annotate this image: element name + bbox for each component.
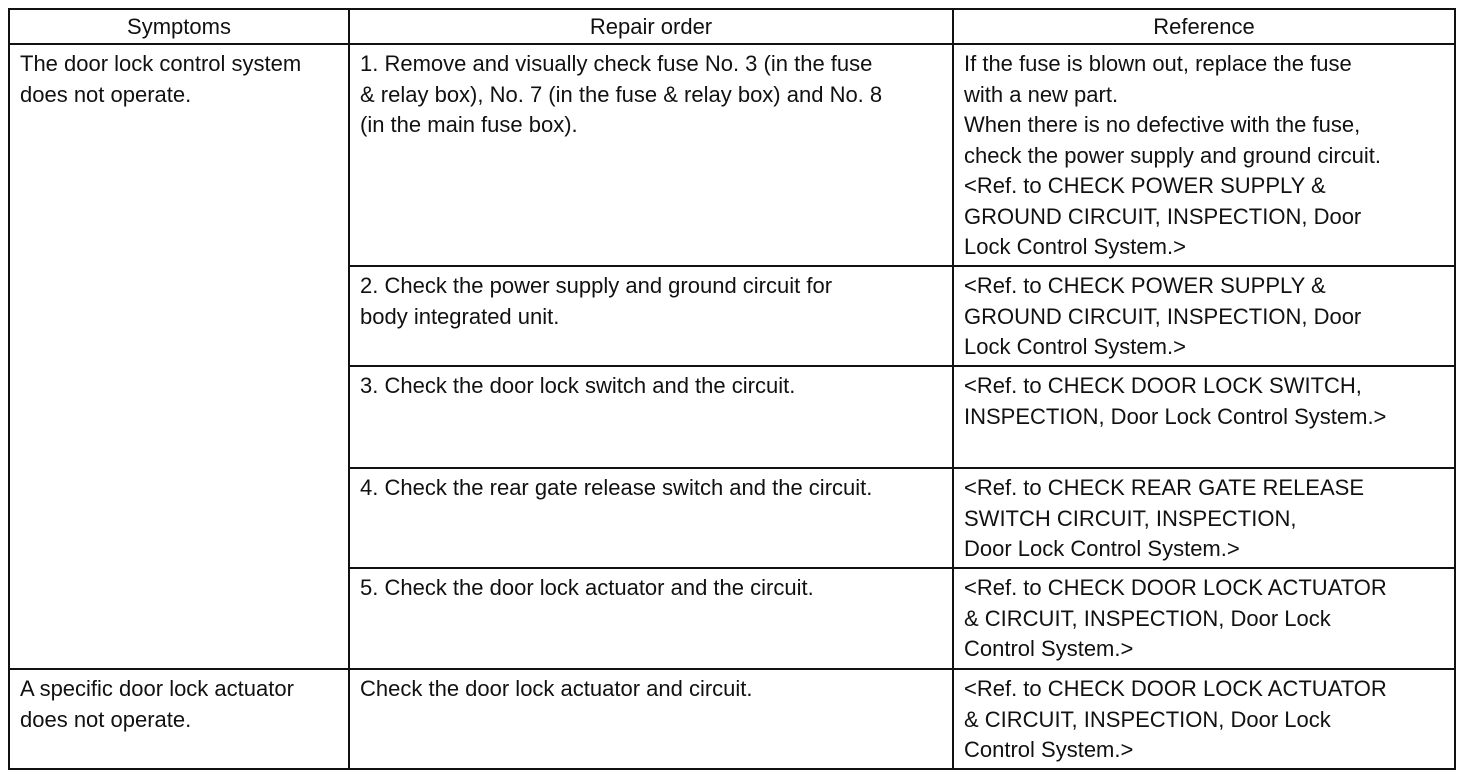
reference-cell: <Ref. to CHECK REAR GATE RELEASE SWITCH CIRCUIT, INSPECTION, Door Lock Control System.>: [953, 468, 1455, 568]
table-header: [9, 9, 1455, 44]
repair-cell: 4. Check the rear gate release switch and the circuit.: [349, 468, 953, 568]
symptom-cell: A specific door lock actuator does not operate.: [9, 669, 349, 769]
table-row: [9, 44, 1455, 266]
repair-cell: 1. Remove and visually check fuse No. 3 (in the fuse & relay box), No. 7 (in the fuse & relay box) and No. 8 (in the main fuse box).: [349, 44, 953, 266]
troubleshooting-table: [8, 8, 1456, 770]
reference-cell: <Ref. to CHECK DOOR LOCK SWITCH, INSPECTION, Door Lock Control System.>: [953, 366, 1455, 468]
repair-cell: 5. Check the door lock actuator and the circuit.: [349, 568, 953, 669]
reference-cell: If the fuse is blown out, replace the fuse with a new part. When there is no defective with the fuse, check the power supply and ground circuit. <Ref. to CHECK POWER SUPPLY & GROUND CIRCUIT, INSPECTION, Door Lock Control System.>: [953, 44, 1455, 266]
header-reference: Reference: [953, 9, 1455, 44]
symptom-cell: The door lock control system does not operate.: [9, 44, 349, 669]
header-repair-order: Repair order: [349, 9, 953, 44]
repair-cell: 3. Check the door lock switch and the circuit.: [349, 366, 953, 468]
repair-cell: 2. Check the power supply and ground circuit for body integrated unit.: [349, 266, 953, 366]
header-symptoms: Symptoms: [9, 9, 349, 44]
reference-cell: <Ref. to CHECK POWER SUPPLY & GROUND CIRCUIT, INSPECTION, Door Lock Control System.>: [953, 266, 1455, 366]
reference-cell: <Ref. to CHECK DOOR LOCK ACTUATOR & CIRCUIT, INSPECTION, Door Lock Control System.>: [953, 568, 1455, 669]
reference-cell: <Ref. to CHECK DOOR LOCK ACTUATOR & CIRCUIT, INSPECTION, Door Lock Control System.>: [953, 669, 1455, 769]
table-row: [9, 669, 1455, 769]
repair-cell: Check the door lock actuator and circuit.: [349, 669, 953, 769]
